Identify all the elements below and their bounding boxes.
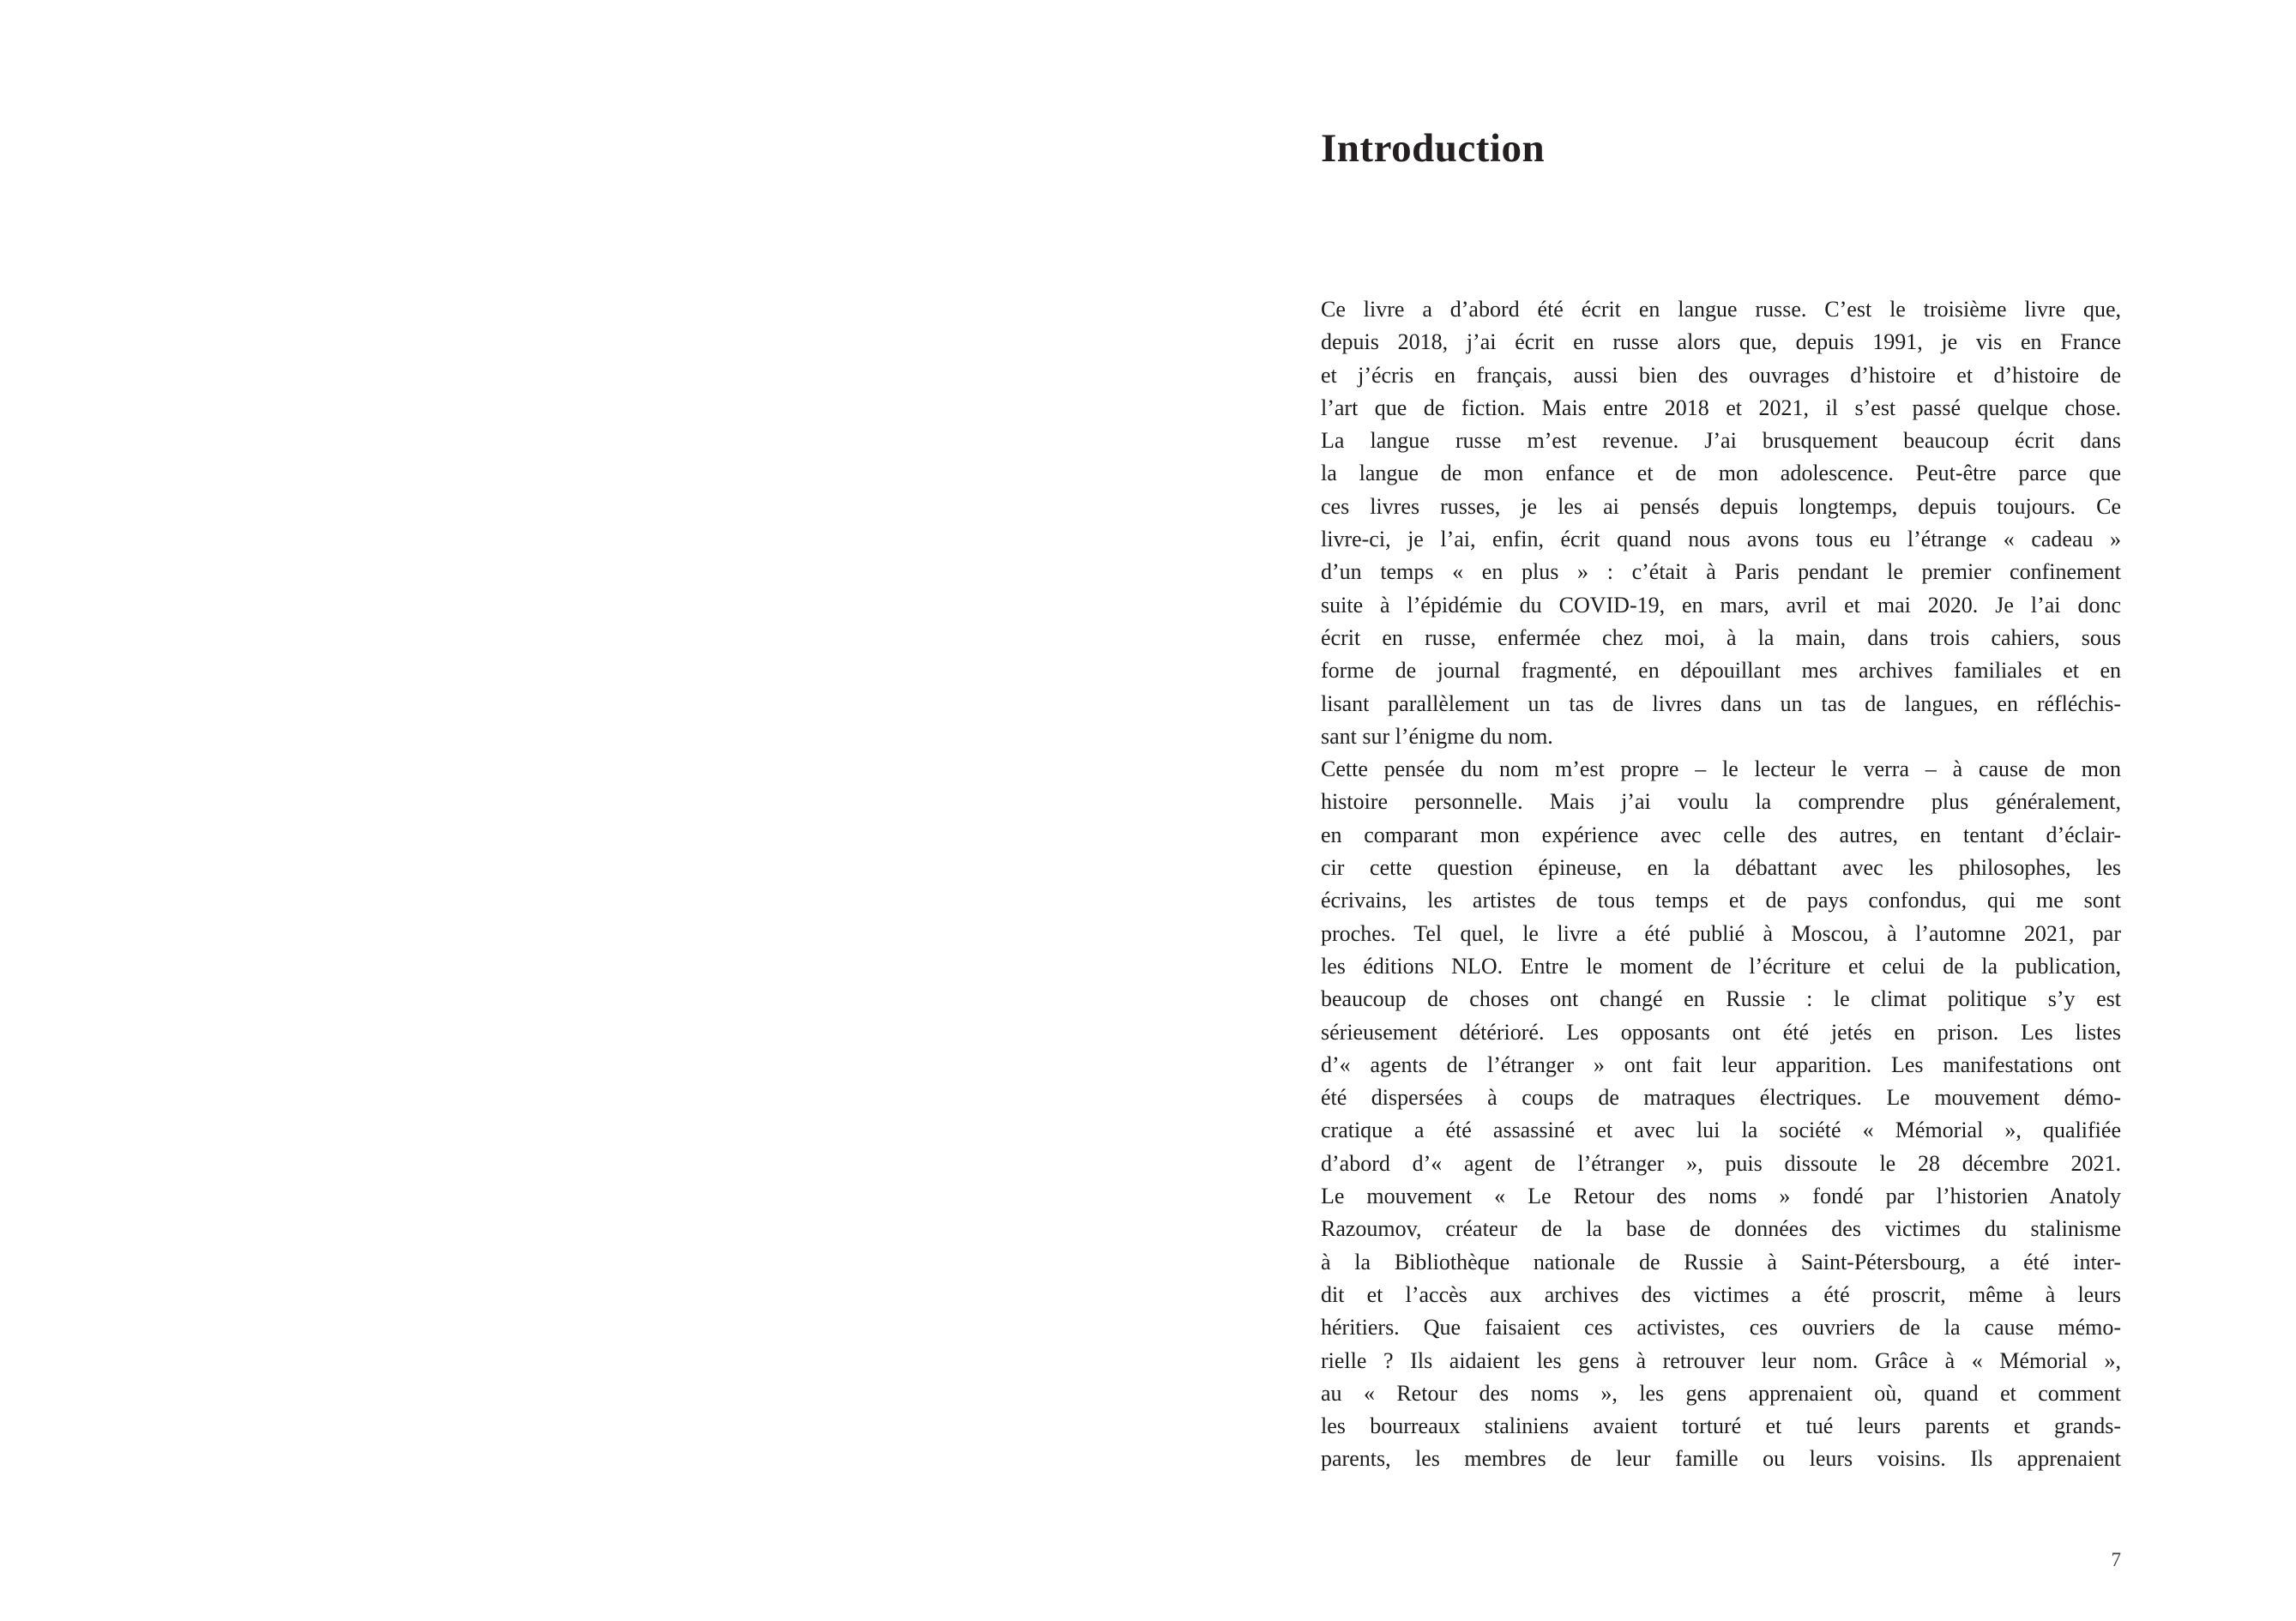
text-line: rielle ? Ils aidaient les gens à retrouver leur nom. Grâce à « Mémorial », (1321, 1347, 2121, 1373)
text-line: écrivains, les artistes de tous temps et de pays confondus, qui me sont (1321, 888, 2121, 913)
text-line: Le mouvement « Le Retour des noms » fondé par l’historien Anatoly (1321, 1184, 2121, 1209)
text-line: sant sur l’énigme du nom. (1321, 723, 1553, 749)
text-line: à la Bibliothèque nationale de Russie à Saint-Pétersbourg, a été inter- (1321, 1249, 2121, 1275)
text-line: d’abord d’« agent de l’étranger », puis dissoute le 28 décembre 2021. (1321, 1150, 2121, 1176)
text-line: en comparant mon expérience avec celle des autres, en tentant d’éclair- (1321, 822, 2121, 847)
text-line: écrit en russe, enfermée chez moi, à la main, dans trois cahiers, sous (1321, 624, 2121, 650)
text-line: héritiers. Que faisaient ces activistes, ces ouvriers de la cause mémo- (1321, 1315, 2121, 1341)
text-line: Cette pensée du nom m’est propre – le lecteur le verra – à cause de mon (1321, 756, 2121, 782)
text-line: proches. Tel quel, le livre a été publié à Moscou, à l’automne 2021, par (1321, 920, 2121, 946)
text-line: d’un temps « en plus » : c’était à Paris pendant le premier confinement (1321, 559, 2121, 585)
text-line: les bourreaux staliniens avaient torturé et tué leurs parents et grands- (1321, 1413, 2121, 1439)
text-line: cratique a été assassiné et avec lui la société « Mémorial », qualifiée (1321, 1118, 2121, 1143)
text-line: les éditions NLO. Entre le moment de l’écriture et celui de la publication, (1321, 953, 2121, 979)
text-line: forme de journal fragmenté, en dépouillant mes archives familiales et en (1321, 658, 2121, 684)
text-line: lisant parallèlement un tas de livres dans un tas de langues, en réfléchis- (1321, 690, 2121, 716)
text-line: et j’écris en français, aussi bien des ouvrages d’histoire et d’histoire de (1321, 362, 2121, 388)
page-number: 7 (2111, 1549, 2121, 1570)
text-line: été dispersées à coups de matraques électriques. Le mouvement démo- (1321, 1085, 2121, 1111)
text-line: l’art que de fiction. Mais entre 2018 et 2021, il s’est passé quelque chose. (1321, 395, 2121, 420)
text-line: histoire personnelle. Mais j’ai voulu la comprendre plus généralement, (1321, 789, 2121, 815)
text-line: sérieusement détérioré. Les opposants ont été jetés en prison. Les listes (1321, 1019, 2121, 1045)
text-line: Razoumov, créateur de la base de données des victimes du stalinisme (1321, 1216, 2121, 1242)
text-line: suite à l’épidémie du COVID-19, en mars, avril et mai 2020. Je l’ai donc (1321, 592, 2121, 618)
text-line: Ce livre a d’abord été écrit en langue russe. C’est le troisième livre que, (1321, 297, 2121, 322)
text-line: depuis 2018, j’ai écrit en russe alors que, depuis 1991, je vis en France (1321, 329, 2121, 355)
chapter-title: Introduction (1321, 126, 1546, 171)
text-line: livre-ci, je l’ai, enfin, écrit quand nous avons tous eu l’étrange « cadeau » (1321, 527, 2121, 552)
text-line: cir cette question épineuse, en la débattant avec les philosophes, les (1321, 855, 2121, 881)
text-line: parents, les membres de leur famille ou leurs voisins. Ils apprenaient (1321, 1446, 2121, 1472)
text-line: d’« agents de l’étranger » ont fait leur apparition. Les manifestations ont (1321, 1052, 2121, 1077)
text-line: beaucoup de choses ont changé en Russie : le climat politique s’y est (1321, 986, 2121, 1012)
text-line: ces livres russes, je les ai pensés depuis longtemps, depuis toujours. Ce (1321, 493, 2121, 519)
text-line: au « Retour des noms », les gens apprenaient où, quand et comment (1321, 1380, 2121, 1406)
text-line: La langue russe m’est revenue. J’ai brusquement beaucoup écrit dans (1321, 428, 2121, 454)
text-line: dit et l’accès aux archives des victimes a été proscrit, même à leurs (1321, 1281, 2121, 1307)
body-text (1321, 293, 2121, 1476)
text-line: la langue de mon enfance et de mon adolescence. Peut-être parce que (1321, 461, 2121, 486)
